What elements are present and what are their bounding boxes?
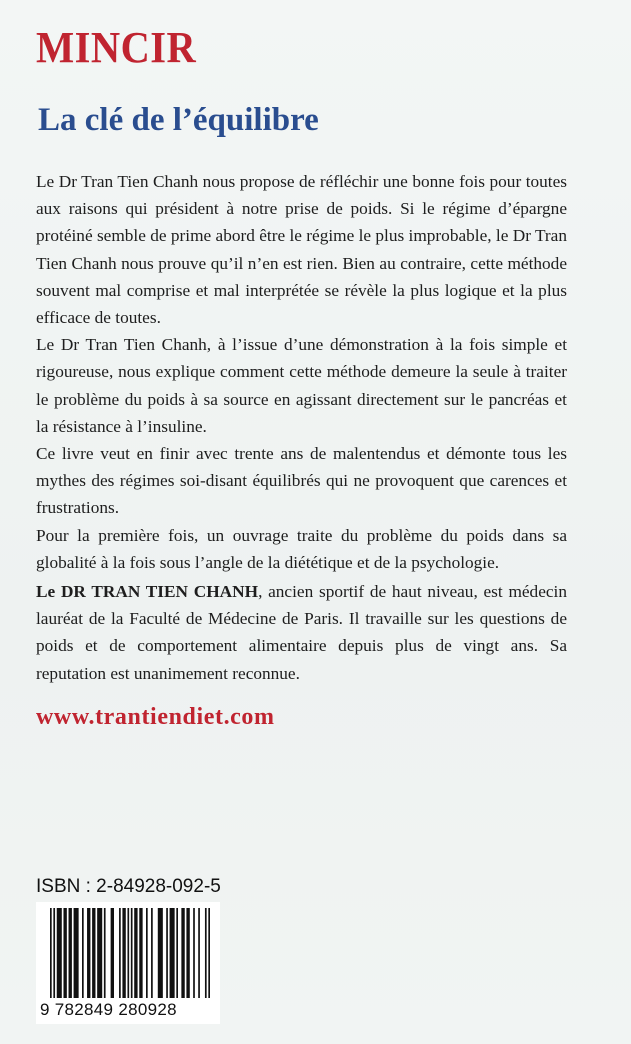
- barcode-bar: [63, 908, 66, 998]
- barcode-bar: [131, 908, 133, 998]
- barcode-bar: [50, 908, 52, 998]
- barcode-bar: [166, 908, 168, 998]
- barcode-bar: [158, 908, 163, 998]
- barcode-bar: [119, 908, 121, 998]
- barcode-bar: [122, 908, 125, 998]
- barcode-bar: [69, 908, 72, 998]
- author-name: Le DR TRAN TIEN CHANH: [36, 582, 259, 601]
- barcode-bar: [146, 908, 148, 998]
- description-paragraph-1: Le Dr Tran Tien Chanh nous propose de réfléchir une bonne fois pour toutes aux raisons qui président à notre prise de poids. Si le régime d’épargne protéiné semble de prime abord être le régime le plus improbable, le Dr Tran Tien Chanh nous prouve qu’il n’en est rien. Bien au contraire, cette méthode souvent mal comprise et mal interprétée se révèle la plus logique et la plus efficace de toutes.: [36, 172, 567, 328]
- book-title: MINCIR: [36, 23, 197, 72]
- description-paragraph-3: Ce livre veut en finir avec trente ans de malentendus et démonte tous les mythes des régimes soi-disant équilibrés qui ne provoquent que carences et frustrations.: [36, 444, 567, 518]
- description-paragraph-2: Le Dr Tran Tien Chanh, à l’issue d’une démonstration à la fois simple et rigoureuse, nous explique comment cette méthode demeure la seule à traiter le problème du poids à sa source en agissant directement sur le pancréas et la résistance à l’insuline.: [36, 335, 567, 436]
- barcode-bar: [104, 908, 106, 998]
- isbn-label: ISBN : 2-84928-092-5: [36, 876, 221, 897]
- author-bio-text: , ancien sportif de haut niveau, est médecin lauréat de la Faculté de Médecine de Paris. Il travaille sur les questions de poids et de comportement alimentaire depuis plus de vingt ans. Sa reputation est unanimement reconnue.: [36, 582, 567, 683]
- author-bio: [36, 578, 567, 687]
- description: [36, 168, 567, 576]
- barcode-bar: [111, 908, 114, 998]
- barcode-bar: [181, 908, 184, 998]
- barcode-bar: [208, 908, 210, 998]
- book-subtitle: La clé de l’équilibre: [38, 102, 319, 138]
- barcode-bar: [127, 908, 129, 998]
- barcode: [36, 902, 220, 1024]
- barcode-bar: [198, 908, 200, 998]
- barcode-bar: [134, 908, 137, 998]
- barcode-bar: [92, 908, 95, 998]
- barcode-bar: [176, 908, 178, 998]
- barcode-bar: [193, 908, 195, 998]
- barcode-bar: [97, 908, 102, 998]
- barcode-digits: 9 782849 280928: [40, 1000, 177, 1019]
- description-paragraph-4: Pour la première fois, un ouvrage traite du problème du poids dans sa globalité à la fois sous l’angle de la diététique et de la psychologie.: [36, 525, 567, 572]
- barcode-bar: [57, 908, 62, 998]
- barcode-bar: [82, 908, 84, 998]
- barcode-bar: [139, 908, 142, 998]
- barcode-bar: [151, 908, 153, 998]
- barcode-bar: [186, 908, 189, 998]
- barcode-bar: [170, 908, 175, 998]
- website-link[interactable]: www.trantiendiet.com: [36, 704, 275, 730]
- barcode-bar: [205, 908, 207, 998]
- barcode-bar: [87, 908, 90, 998]
- barcode-bar: [74, 908, 79, 998]
- barcode-bar: [53, 908, 55, 998]
